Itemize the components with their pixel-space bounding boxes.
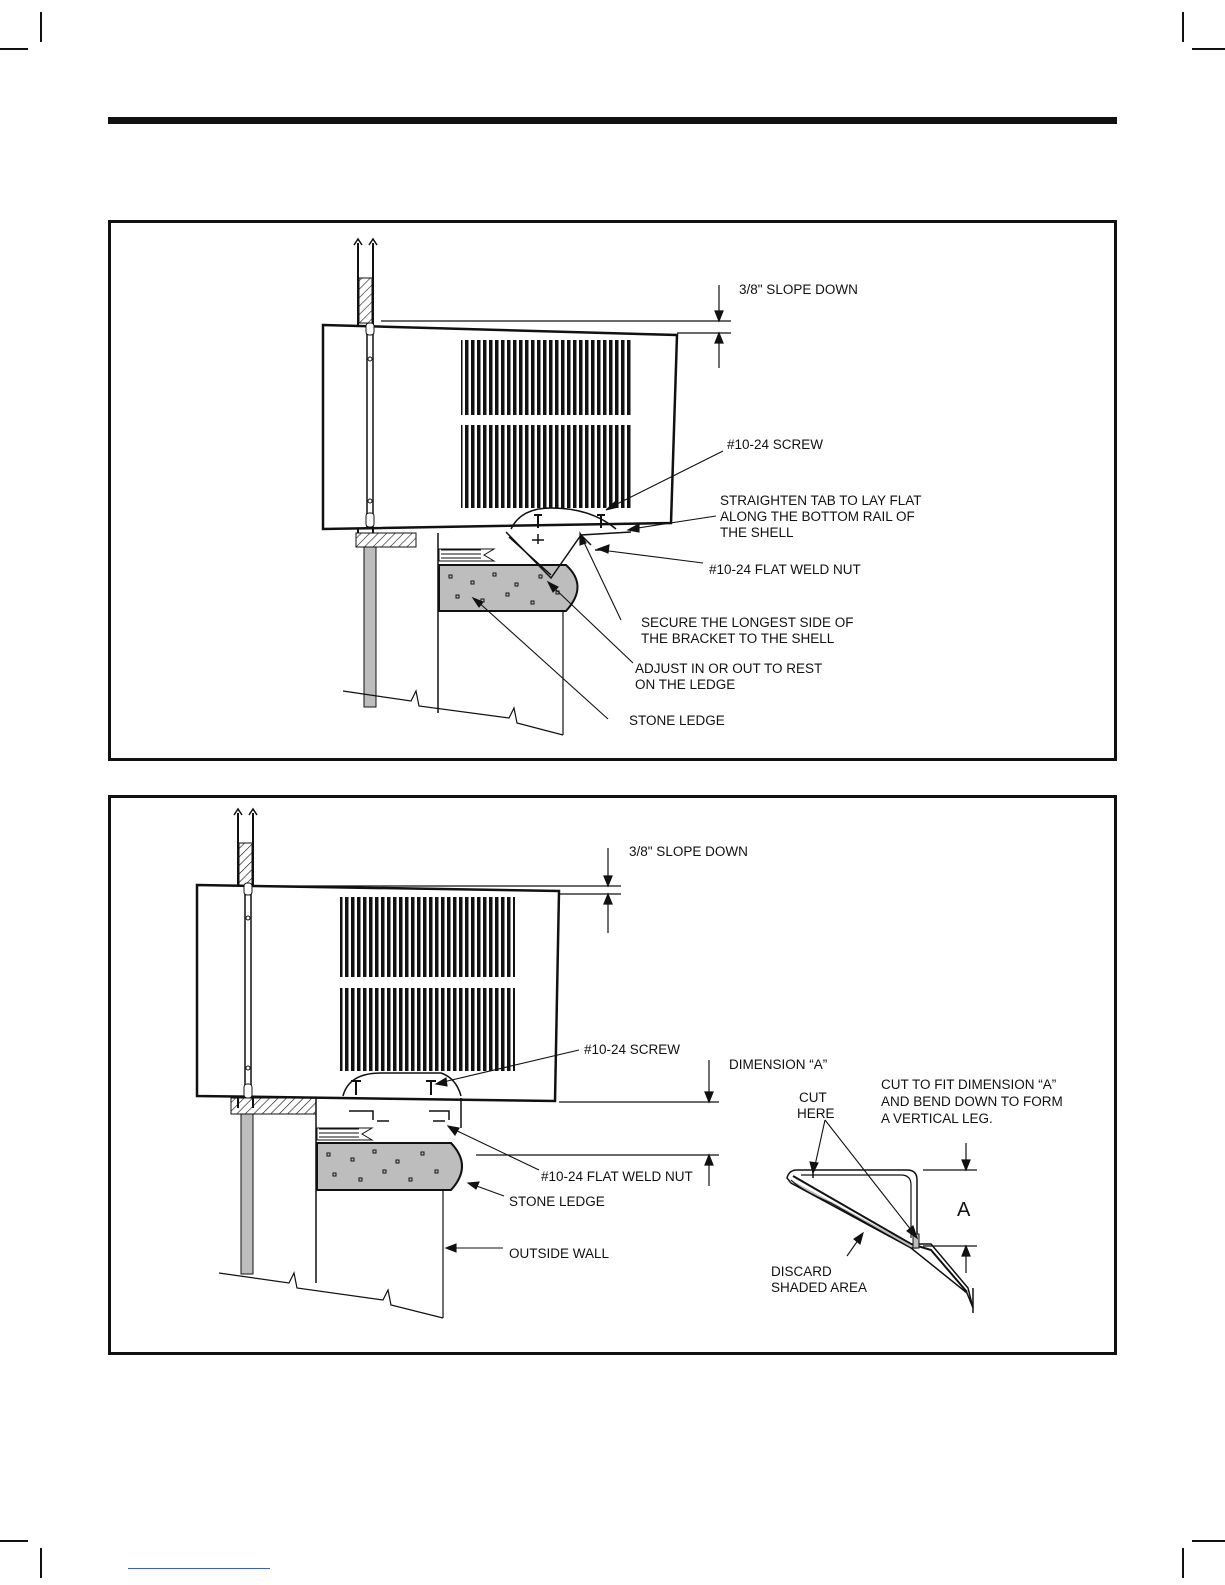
crop-mark: [1182, 12, 1184, 42]
weld-nut-label: #10-24 FLAT WELD NUT: [709, 562, 861, 577]
stone-ledge-label: STONE LEDGE: [509, 1194, 605, 1209]
dimension-a-label: DIMENSION “A”: [729, 1057, 828, 1072]
air-conditioner-shell: [323, 323, 677, 529]
cut-fit-label-line-1: CUT TO FIT DIMENSION “A”: [881, 1077, 1057, 1092]
weld-nut-icon: [532, 534, 607, 550]
a-dimension-mark: A: [957, 1199, 971, 1221]
slope-label: 3/8" SLOPE DOWN: [739, 282, 858, 297]
tab-label-line-2: ALONG THE BOTTOM RAIL OF: [720, 509, 915, 524]
tab-label-line-1: STRAIGHTEN TAB TO LAY FLAT: [720, 493, 922, 508]
window-sill: [356, 533, 494, 713]
crop-mark: [1192, 48, 1225, 50]
screw-label: #10-24 SCREW: [727, 437, 824, 452]
adjust-label-line-1: ADJUST IN OR OUT TO REST: [635, 661, 823, 676]
discard-label-line-1: DISCARD: [771, 1264, 832, 1279]
screw-label: #10-24 SCREW: [584, 1042, 681, 1057]
crop-mark: [0, 48, 28, 50]
figure-2-drawing: [111, 798, 1114, 1352]
footer-link-underline[interactable]: [128, 1568, 270, 1569]
crop-mark: [0, 1540, 28, 1542]
crop-mark: [40, 1548, 42, 1578]
adjust-label-line-2: ON THE LEDGE: [635, 677, 736, 692]
discard-label-line-2: SHADED AREA: [771, 1280, 868, 1295]
upper-louver-grille: [461, 340, 633, 415]
slope-label: 3/8" SLOPE DOWN: [629, 844, 748, 859]
crop-mark: [1182, 1548, 1184, 1578]
cut-fit-label-line-2: AND BEND DOWN TO FORM: [881, 1094, 1063, 1109]
outside-wall-label: OUTSIDE WALL: [509, 1246, 610, 1261]
stone-ledge: [317, 1143, 462, 1190]
upper-louver-grille: [340, 897, 515, 977]
crop-mark: [40, 12, 42, 42]
figure-1-panel: [108, 220, 1117, 761]
figure-2-panel: [108, 795, 1117, 1355]
cut-here-label-line-1: CUT: [799, 1090, 827, 1105]
detail-leader-lines: [810, 1120, 917, 1256]
air-conditioner-shell: [197, 883, 559, 1101]
cut-fit-label-line-3: A VERTICAL LEG.: [881, 1111, 993, 1126]
header-rule: [108, 117, 1117, 124]
lower-louver-grille: [340, 988, 515, 1071]
stone-ledge-label: STONE LEDGE: [629, 713, 725, 728]
lower-louver-grille: [461, 425, 633, 508]
cut-here-label-line-2: HERE: [797, 1106, 835, 1121]
secure-label-line-2: THE BRACKET TO THE SHELL: [641, 631, 835, 646]
tab-label-line-3: THE SHELL: [720, 525, 794, 540]
secure-label-line-1: SECURE THE LONGEST SIDE OF: [641, 615, 854, 630]
weld-nut-label: #10-24 FLAT WELD NUT: [541, 1169, 693, 1184]
crop-mark: [1192, 1540, 1225, 1542]
figure-1-drawing: [111, 223, 1114, 758]
